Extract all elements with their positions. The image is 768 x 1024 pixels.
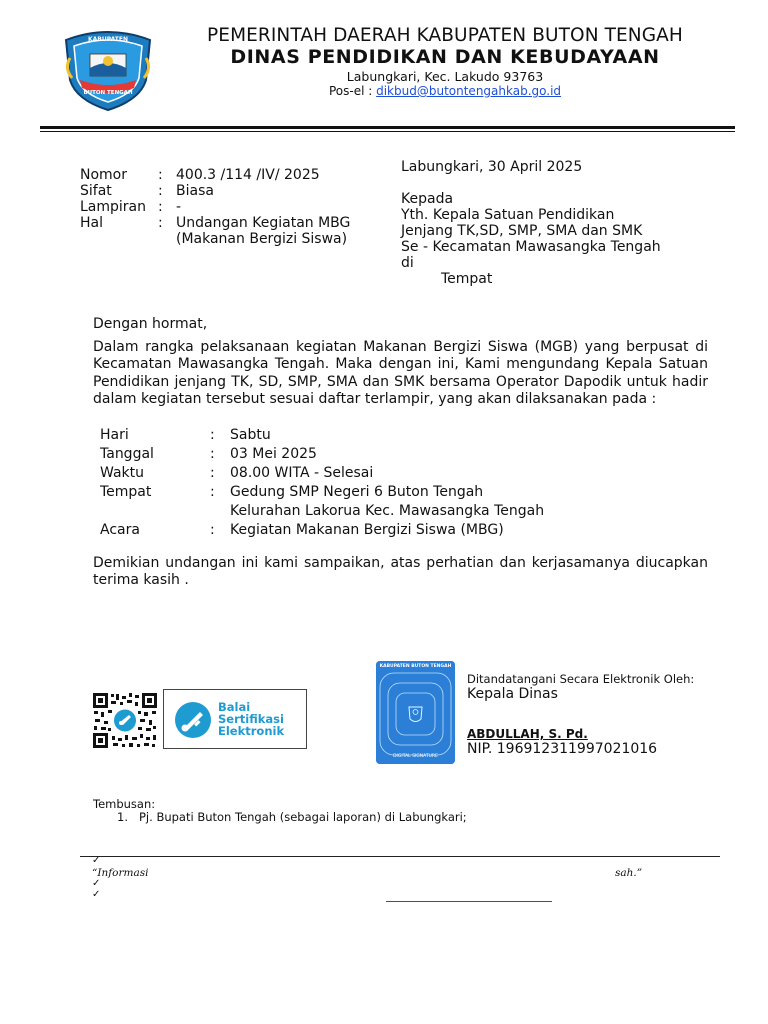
salutation: Dengan hormat, [93,316,208,332]
recipient-line4: di [401,255,414,271]
bsre-text [218,701,284,737]
government-name: PEMERINTAH DAERAH KABUPATEN BUTON TENGAH [207,25,683,46]
qr-code [92,692,158,749]
detail-row-tanggal: Tanggal : 03 Mei 2025 [100,446,317,462]
body-paragraph: Dalam rangka pelaksanaan kegiatan Makanan Bergizi Siswa (MGB) yang berpusat di Kecamatan Mawasangka Tengah. Maka dengan ini, Kami mengundang Kepala Satuan Pendidikan jenjang TK, SD, SMP, SMA dan SMK bersama Operator Dapodik untuk hadir dalam kegiatan tersebut sesuai daftar terlampir, yang akan dilaksanakan pada : [93,339,708,408]
footer-link-underline[interactable] [386,901,552,902]
bsre-line3: Elektronik [218,724,285,738]
signer-nip: NIP. 196912311997021016 [467,741,658,757]
cc-item-number: 1. [117,810,128,824]
footer-rule [80,856,720,857]
footer-info-right: sah.” [615,867,643,879]
agency-name: DINAS PENDIDIKAN DAN KEBUDAYAAN [230,46,660,68]
signature-card-top-text: KABUPATEN BUTON TENGAH [379,664,452,669]
bsre-logo-icon [174,701,212,739]
event-details [100,426,550,540]
recipient-line1: Yth. Kepala Satuan Pendidikan [401,207,615,223]
signed-by-label: Ditandatangani Secara Elektronik Oleh: [467,672,695,686]
signature-card-bottom-text: DIGITAL SIGNATURE [393,754,438,759]
bsre-badge [163,689,307,749]
signer-position: Kepala Dinas [467,686,558,702]
footer-check-3: ✓ [92,889,101,900]
recipient-to: Kepada [401,191,454,207]
cc-item [117,810,467,824]
detail-row-tempat-continued: Kelurahan Lakorua Kec. Mawasangka Tengah [230,503,545,519]
digital-signature-card [376,661,455,764]
email-link[interactable]: dikbud@butontengahkab.go.id [376,84,562,98]
header-rule-thin [40,131,735,132]
recipient-line3: Se - Kecamatan Mawasangka Tengah [401,239,661,255]
detail-row-acara: Acara : Kegiatan Makanan Bergizi Siswa (MBG) [100,522,504,538]
meta-row-lampiran: Lampiran : - [80,199,182,215]
detail-row-hari: Hari : Sabtu [100,427,271,443]
meta-row-sifat: Sifat : Biasa [80,183,214,199]
meta-row-hal-continued: (Makanan Bergizi Siswa) [176,231,348,247]
detail-row-tempat: Tempat : Gedung SMP Negeri 6 Buton Tengah [100,484,484,500]
recipient-line5: Tempat [441,271,493,287]
cc-title: Tembusan: [93,797,156,811]
footer-info-left: “Informasi [92,867,149,879]
detail-row-waktu: Waktu : 08.00 WITA - Selesai [100,465,374,481]
meta-row-hal: Hal : Undangan Kegiatan MBG [80,215,351,231]
meta-row-nomor: Nomor : 400.3 /114 /IV/ 2025 [80,167,320,183]
bsre-line2: Sertifikasi [218,712,284,726]
footer-check-1: ✓ [92,855,101,866]
recipient-line2: Jenjang TK,SD, SMP, SMA dan SMK [401,223,643,239]
email-label: Pos-el : [328,84,373,98]
signer-name: ABDULLAH, S. Pd. [467,727,588,741]
cc-item-text: Pj. Bupati Buton Tengah (sebagai laporan) di Labungkari; [139,810,467,824]
logo-top-text: KABUPATEN [88,36,128,43]
recipient-block [401,191,731,287]
agency-address: Labungkari, Kec. Lakudo 93763 [346,69,544,84]
footer-check-2: ✓ [92,878,101,889]
date-place: Labungkari, 30 April 2025 [401,159,583,175]
header-rule-thick [40,126,735,129]
letter-meta [80,167,380,247]
closing-paragraph: Demikian undangan ini kami sampaikan, atas perhatian dan kerjasamanya diucapkan terima kasih . [93,555,708,589]
agency-email-line [0,84,768,98]
logo-bottom-text: BUTON TENGAH [83,90,133,96]
bsre-line1: Balai [218,700,251,714]
